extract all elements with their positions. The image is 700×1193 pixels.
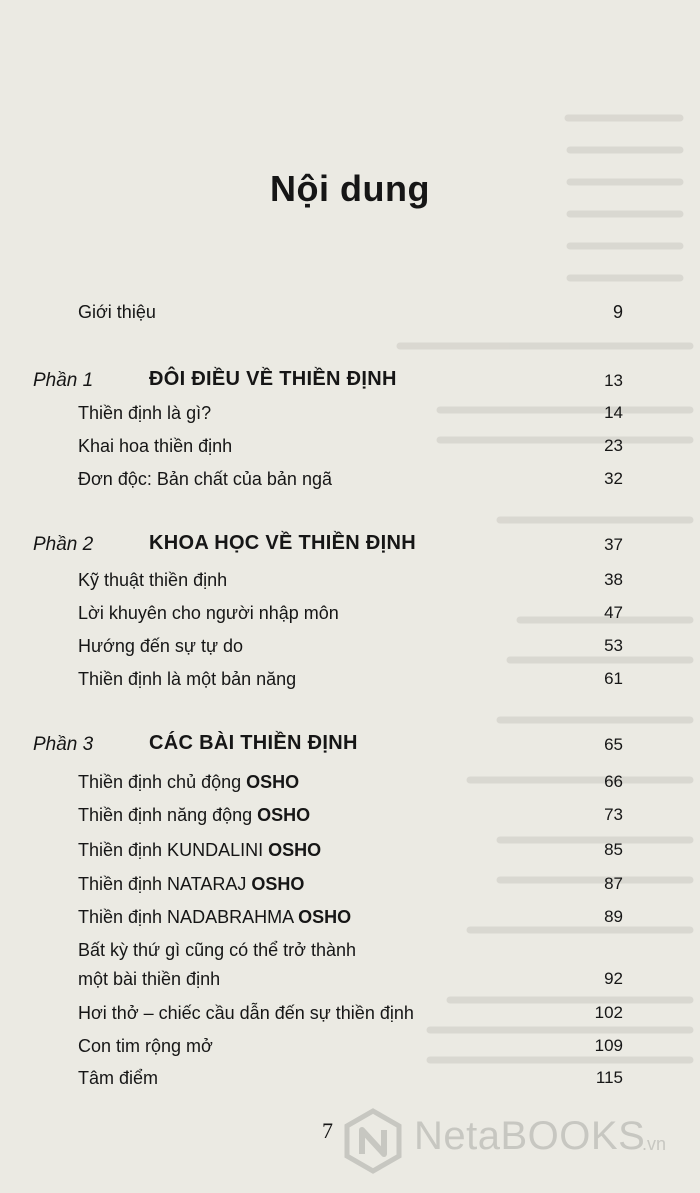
entry-label: Lời khuyên cho người nhập môn [78,603,339,623]
entry-page-number: 73 [604,805,623,824]
entry-label: Hướng đến sự tự do [78,636,244,656]
entry-page-number: 102 [594,1003,623,1022]
osho-label: OSHO [257,805,311,825]
entry-label: Thiền định năng động OSHO [78,805,311,825]
entry-label: Con tim rộng mở [78,1036,213,1056]
entry-page-number: 23 [604,436,623,455]
entry-label: Đơn độc: Bản chất của bản ngã [78,469,332,489]
entry-label: một bài thiền định [78,969,221,989]
entry-page-number: 47 [604,603,623,622]
part-title: ĐÔI ĐIỀU VỀ THIỀN ĐỊNH [149,368,397,390]
entry-page-number: 66 [604,772,623,791]
entry-page-number: 87 [604,874,623,893]
entry-label: Thiền định chủ động OSHO [78,772,300,792]
part-heading-1[interactable] [33,368,623,396]
entry-page-number: 9 [612,302,623,322]
entry-page-number: 109 [594,1036,623,1055]
entry-page-number: 32 [604,469,623,488]
part-heading-2[interactable] [33,532,623,560]
netabooks-logo-icon [340,1108,406,1174]
part-title: CÁC BÀI THIỀN ĐỊNH [149,732,358,754]
osho-label: OSHO [251,874,305,894]
page-title: Nội dung [270,168,430,209]
watermark-brand: NetaBOOKS [414,1114,646,1158]
entry-label: Thiền định NATARAJ OSHO [78,874,305,894]
part-page-number: 65 [604,735,623,754]
osho-label: OSHO [246,772,300,792]
entry-page-number: 38 [604,570,623,589]
entry-page-number: 92 [604,969,623,988]
osho-label: OSHO [298,907,352,927]
entry-label: Tâm điểm [78,1068,159,1088]
entry-page-number: 14 [604,403,623,422]
entry-page-number: 61 [604,669,623,688]
part-title: KHOA HỌC VỀ THIỀN ĐỊNH [149,532,416,554]
entry-page-number: 53 [604,636,623,655]
part-page-number: 13 [604,371,623,390]
entry-page-number: 85 [604,840,623,859]
part-label: Phần 3 [33,734,94,755]
page-number: 7 [322,1118,333,1143]
osho-label: OSHO [268,840,322,860]
entry-label: Kỹ thuật thiền định [78,570,228,590]
entry-label: Giới thiệu [78,302,156,322]
watermark-suffix: .vn [642,1134,667,1154]
watermark [340,1108,680,1172]
entry-page-number: 115 [595,1068,623,1087]
part-heading-3[interactable] [33,732,623,760]
entry-label: Hơi thở – chiếc cầu dẫn đến sự thiền định [78,1003,414,1023]
entry-label: Thiền định NADABRAHMA OSHO [78,907,352,927]
part-label: Phần 2 [33,534,94,555]
entry-label: Thiền định là gì? [78,403,212,423]
entry-label: Khai hoa thiền định [78,436,233,456]
part-page-number: 37 [604,535,623,554]
entry-label: Bất kỳ thứ gì cũng có thể trở thành [78,940,357,960]
part-label: Phần 1 [33,370,94,391]
entry-label: Thiền định KUNDALINI OSHO [78,840,322,860]
entry-label: Thiền định là một bản năng [78,669,297,689]
entry-page-number: 89 [604,907,623,926]
toc-entry-intro[interactable] [78,302,623,323]
